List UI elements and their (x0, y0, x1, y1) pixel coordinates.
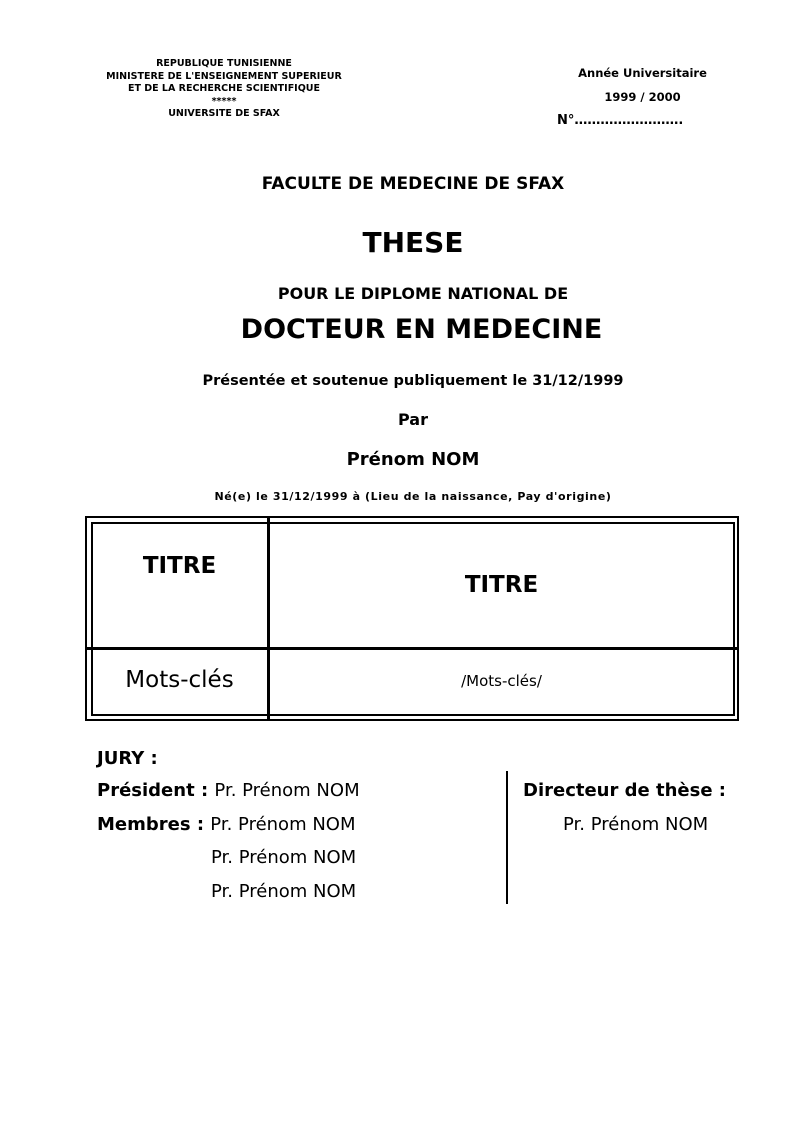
president-name: Pr. Prénom NOM (214, 780, 360, 801)
birth-info: Né(e) le 31/12/1999 à (Lieu de la naissance, Pay d'origine) (214, 490, 612, 503)
keywords-label-cell: Mots-clés (125, 667, 234, 693)
author-name: Prénom NOM (346, 449, 480, 470)
defense-date-line: Présentée et soutenue publiquement le 31/12/1999 (202, 373, 624, 389)
institution-header (80, 58, 368, 121)
stars-separator: ***** (211, 95, 237, 107)
title-value-cell: TITRE (464, 572, 539, 598)
president-label: Président : (97, 780, 215, 801)
director-name: Pr. Prénom NOM (563, 814, 709, 835)
table-row-divider (85, 647, 739, 650)
academic-year-value: 1999 / 2000 (604, 90, 681, 104)
members-label: Membres : (97, 814, 211, 835)
table-column-divider (267, 516, 270, 721)
diploma-line: POUR LE DIPLOME NATIONAL DE (277, 284, 569, 303)
thesis-number: N°……………………. (557, 113, 684, 128)
title-label-cell: TITRE (142, 553, 217, 579)
ministry-line: MINISTERE DE L'ENSEIGNEMENT SUPERIEUR (106, 70, 342, 82)
by-label: Par (398, 410, 428, 429)
jury-column-divider (506, 771, 508, 904)
member-name: Pr. Prénom NOM (211, 847, 357, 868)
republic-line: REPUBLIQUE TUNISIENNE (156, 58, 292, 69)
member-name: Pr. Prénom NOM (210, 814, 356, 835)
keywords-value-cell: /Mots-clés/ (461, 672, 542, 690)
academic-year-label: Année Universitaire (578, 66, 707, 80)
faculty-title: FACULTE DE MEDECINE DE SFAX (261, 174, 565, 194)
member-name: Pr. Prénom NOM (211, 881, 357, 902)
university-line: UNIVERSITE DE SFAX (168, 108, 280, 119)
director-label: Directeur de thèse : (523, 780, 727, 801)
jury-heading: JURY : (97, 748, 158, 769)
president-row (97, 780, 360, 801)
members-row (97, 814, 355, 835)
academic-year-block (545, 61, 740, 133)
thesis-heading: THESE (362, 226, 464, 259)
degree-title: DOCTEUR EN MEDECINE (240, 314, 603, 345)
research-line: ET DE LA RECHERCHE SCIENTIFIQUE (127, 83, 321, 94)
